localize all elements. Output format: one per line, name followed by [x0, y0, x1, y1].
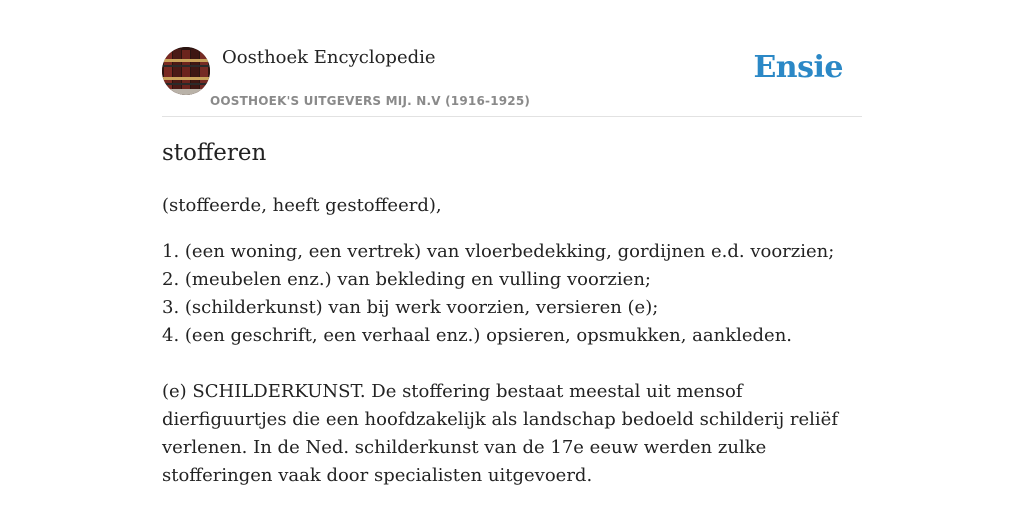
- entry-senses: [162, 238, 862, 350]
- source-avatar[interactable]: [162, 47, 210, 95]
- sense-item: 2. (meubelen enz.) van bekleding en vulling voorzien;: [162, 269, 651, 290]
- source-header: [162, 0, 862, 117]
- sense-item: 4. (een geschrift, een verhaal enz.) opsieren, opsmukken, aankleden.: [162, 325, 793, 346]
- source-title[interactable]: Oosthoek Encyclopedie: [222, 47, 436, 68]
- sense-item: 3. (schilderkunst) van bij werk voorzien, versieren (e);: [162, 297, 659, 318]
- ensie-logo[interactable]: Ensie: [753, 50, 843, 85]
- entry-note: (e) SCHILDERKUNST. De stoffering bestaat meestal uit mensof dierfiguurtjes die een hoofdzakelijk als landschap bedoeld schilderij reliëf verlenen. In de Ned. schilderkunst van de 17e eeuw werden zulke stofferingen vaak door specialisten uitgevoerd.: [162, 381, 838, 486]
- entry-headword: stofferen: [162, 140, 267, 166]
- entry-grammar: (stoffeerde, heeft gestoffeerd),: [162, 195, 442, 216]
- article-page: [162, 0, 862, 512]
- source-subtitle: OOSTHOEK'S UITGEVERS MIJ. N.V (1916-1925): [210, 94, 531, 108]
- book-spines-icon: [162, 47, 210, 95]
- sense-item: 1. (een woning, een vertrek) van vloerbedekking, gordijnen e.d. voorzien;: [162, 241, 835, 262]
